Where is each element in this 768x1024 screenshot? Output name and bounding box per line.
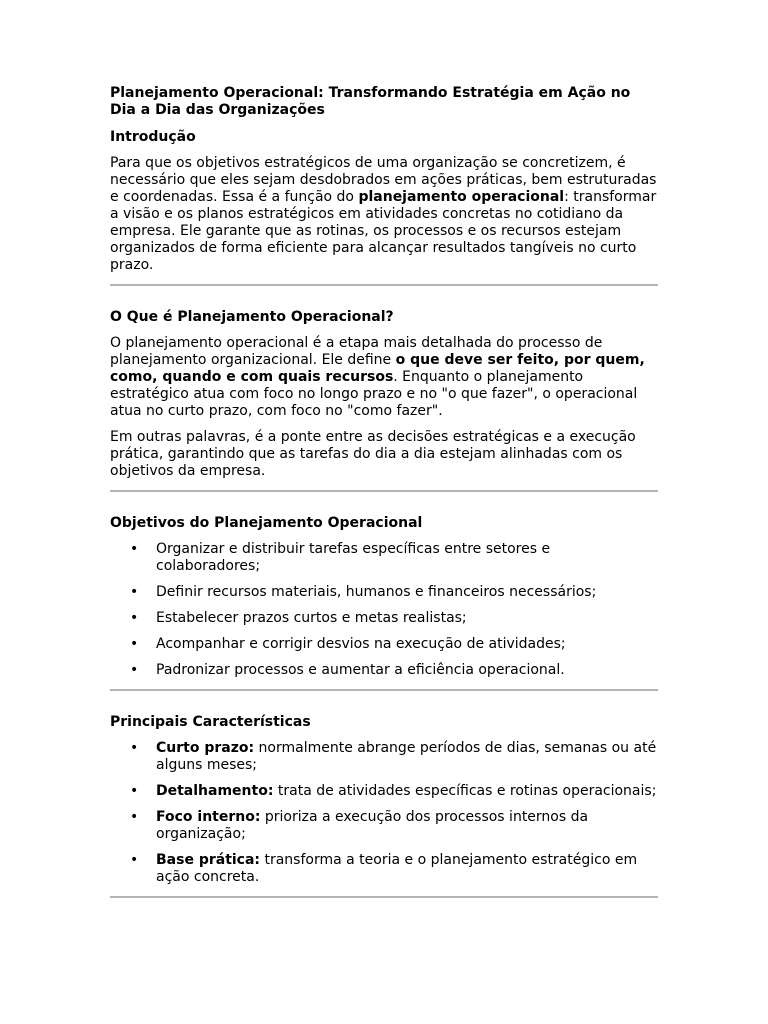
list-item-text: prioriza a execução dos processos internos da organização; xyxy=(156,809,589,842)
section-intro xyxy=(110,129,658,274)
what-is-text-b: . Enquanto o planejamento estratégico atua com foco no longo prazo e no "o que fazer", o operacional atua no curto prazo, com foco no "como fazer". xyxy=(110,369,638,419)
what-is-paragraph-2: Em outras palavras, é a ponte entre as decisões estratégicas e a execução prática, garantindo que as tarefas do dia a dia estejam alinhadas com os objetivos da empresa. xyxy=(110,429,636,479)
section-heading-intro: Introdução xyxy=(110,129,196,145)
section-heading-objectives: Objetivos do Planejamento Operacional xyxy=(110,515,423,531)
intro-paragraph xyxy=(110,155,658,274)
intro-text-b: : transformar a visão e os planos estratégicos em atividades concretas no cotidiano da empresa. Ele garante que as rotinas, os processos e os recursos estejam organizados de forma eficiente para alcançar resultados tangíveis no curto prazo. xyxy=(110,189,657,273)
section-divider xyxy=(110,689,658,691)
list-item-term: Detalhamento: xyxy=(156,783,274,799)
section-divider xyxy=(110,896,658,898)
objectives-list xyxy=(110,541,658,679)
what-is-paragraph-1 xyxy=(110,335,658,420)
list-item: • Padronizar processos e aumentar a eficiência operacional. xyxy=(110,662,658,679)
list-item xyxy=(110,852,658,886)
list-item: • Estabelecer prazos curtos e metas realistas; xyxy=(110,610,658,627)
list-item: • Acompanhar e corrigir desvios na execução de atividades; xyxy=(110,636,658,653)
what-is-bold-phrase: o que deve ser feito, por quem, como, quando e com quais recursos xyxy=(110,352,645,385)
what-is-text-a: O planejamento operacional é a etapa mais detalhada do processo de planejamento organizacional. Ele define xyxy=(110,335,603,368)
intro-text-a: Para que os objetivos estratégicos de uma organização se concretizem, é necessário que eles sejam desdobrados em ações práticas, bem estruturadas e coordenadas. Essa é a função do xyxy=(110,155,657,205)
list-item: • Definir recursos materiais, humanos e financeiros necessários; xyxy=(110,584,658,601)
list-item-text: normalmente abrange períodos de dias, semanas ou até alguns meses; xyxy=(156,740,657,773)
document-body xyxy=(110,85,658,921)
intro-bold-term: planejamento operacional xyxy=(358,189,565,205)
section-characteristics xyxy=(110,714,658,886)
section-heading-characteristics: Principais Características xyxy=(110,714,311,730)
section-heading-what-is: O Que é Planejamento Operacional? xyxy=(110,309,394,325)
list-item: • Organizar e distribuir tarefas específicas entre setores e colaboradores; xyxy=(110,541,658,575)
section-what-is xyxy=(110,309,658,480)
document-title: Planejamento Operacional: Transformando Estratégia em Ação no Dia a Dia das Organizações xyxy=(110,85,631,118)
section-objectives xyxy=(110,515,658,679)
list-item-term: Foco interno: xyxy=(156,809,261,825)
section-divider xyxy=(110,284,658,286)
list-item-term: Curto prazo: xyxy=(156,740,255,756)
list-item xyxy=(110,783,658,800)
section-divider xyxy=(110,490,658,492)
characteristics-list xyxy=(110,740,658,886)
list-item-term: Base prática: xyxy=(156,852,261,868)
list-item xyxy=(110,740,658,774)
list-item-text: trata de atividades específicas e rotinas operacionais; xyxy=(273,783,657,799)
list-item-text: transforma a teoria e o planejamento estratégico em ação concreta. xyxy=(156,852,638,885)
list-item xyxy=(110,809,658,843)
